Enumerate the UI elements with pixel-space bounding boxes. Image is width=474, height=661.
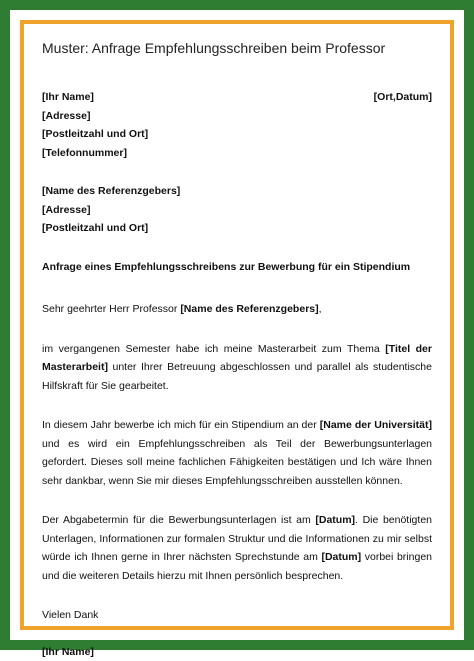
sender-address: [Adresse] <box>42 107 432 126</box>
sender-phone: [Telefonnummer] <box>42 144 432 163</box>
para1-text-1: im vergangenen Semester habe ich meine Masterarbeit zum Thema <box>42 343 385 355</box>
place-date: [Ort,Datum] <box>374 88 432 107</box>
recipient-address: [Adresse] <box>42 201 432 220</box>
para2-text-1: In diesem Jahr bewerbe ich mich für ein Stipendium an der <box>42 419 320 431</box>
sender-name: [Ihr Name] <box>42 88 94 107</box>
paragraph-1 <box>42 340 432 396</box>
para3-text-3: vorbei bringen und die weiteren Details hierzu mit Ihnen persönlich besprechen. <box>42 551 432 582</box>
signature: [Ihr Name] <box>42 643 432 661</box>
recipient-name: [Name des Referenzgebers] <box>42 182 432 201</box>
letter-page <box>42 39 432 616</box>
recipient-zip-city: [Postleitzahl und Ort] <box>42 219 432 238</box>
salutation-suffix: , <box>319 303 322 315</box>
paragraph-2 <box>42 416 432 490</box>
office-hours-date-placeholder: [Datum] <box>321 551 361 563</box>
para3-text-2: . Die benötigten Unterlagen, Informationen zur formalen Struktur und die Informationen zu mir selbst würde ich Ihnen gerne in Ihrer nächsten Sprechstunde am <box>42 514 432 563</box>
salutation <box>42 300 432 319</box>
deadline-date-placeholder: [Datum] <box>315 514 355 526</box>
university-placeholder: [Name der Universität] <box>320 419 432 431</box>
sender-zip-city: [Postleitzahl und Ort] <box>42 125 432 144</box>
paragraph-3 <box>42 511 432 585</box>
recipient-block <box>42 182 432 238</box>
thesis-title-placeholder: [Titel der Masterarbeit] <box>42 343 432 374</box>
salutation-prefix: Sehr geehrter Herr Professor <box>42 303 180 315</box>
subject-line: Anfrage eines Empfehlungsschreibens zur Bewerbung für ein Stipendium <box>42 258 432 277</box>
para2-text-2: und es wird ein Empfehlungsschreiben als Teil der Bewerbungsunterlagen gefordert. Dieses soll meine fachlichen Fähigkeiten bestätigen und Ich wäre Ihnen sehr dankbar, wenn Sie mir dieses Empfehlungsschreiben ausstellen können. <box>42 438 432 487</box>
sender-block <box>42 88 432 162</box>
document-title: Muster: Anfrage Empfehlungsschreiben beim Professor <box>42 39 432 57</box>
para3-text-1: Der Abgabetermin für die Bewerbungsunterlagen ist am <box>42 514 315 526</box>
inner-frame <box>20 20 454 630</box>
para1-text-2: unter Ihrer Betreuung abgeschlossen und parallel als studentische Hilfskraft für Sie gearbeitet. <box>42 361 432 392</box>
salutation-name: [Name des Referenzgebers] <box>180 303 318 315</box>
closing: Vielen Dank <box>42 606 432 625</box>
